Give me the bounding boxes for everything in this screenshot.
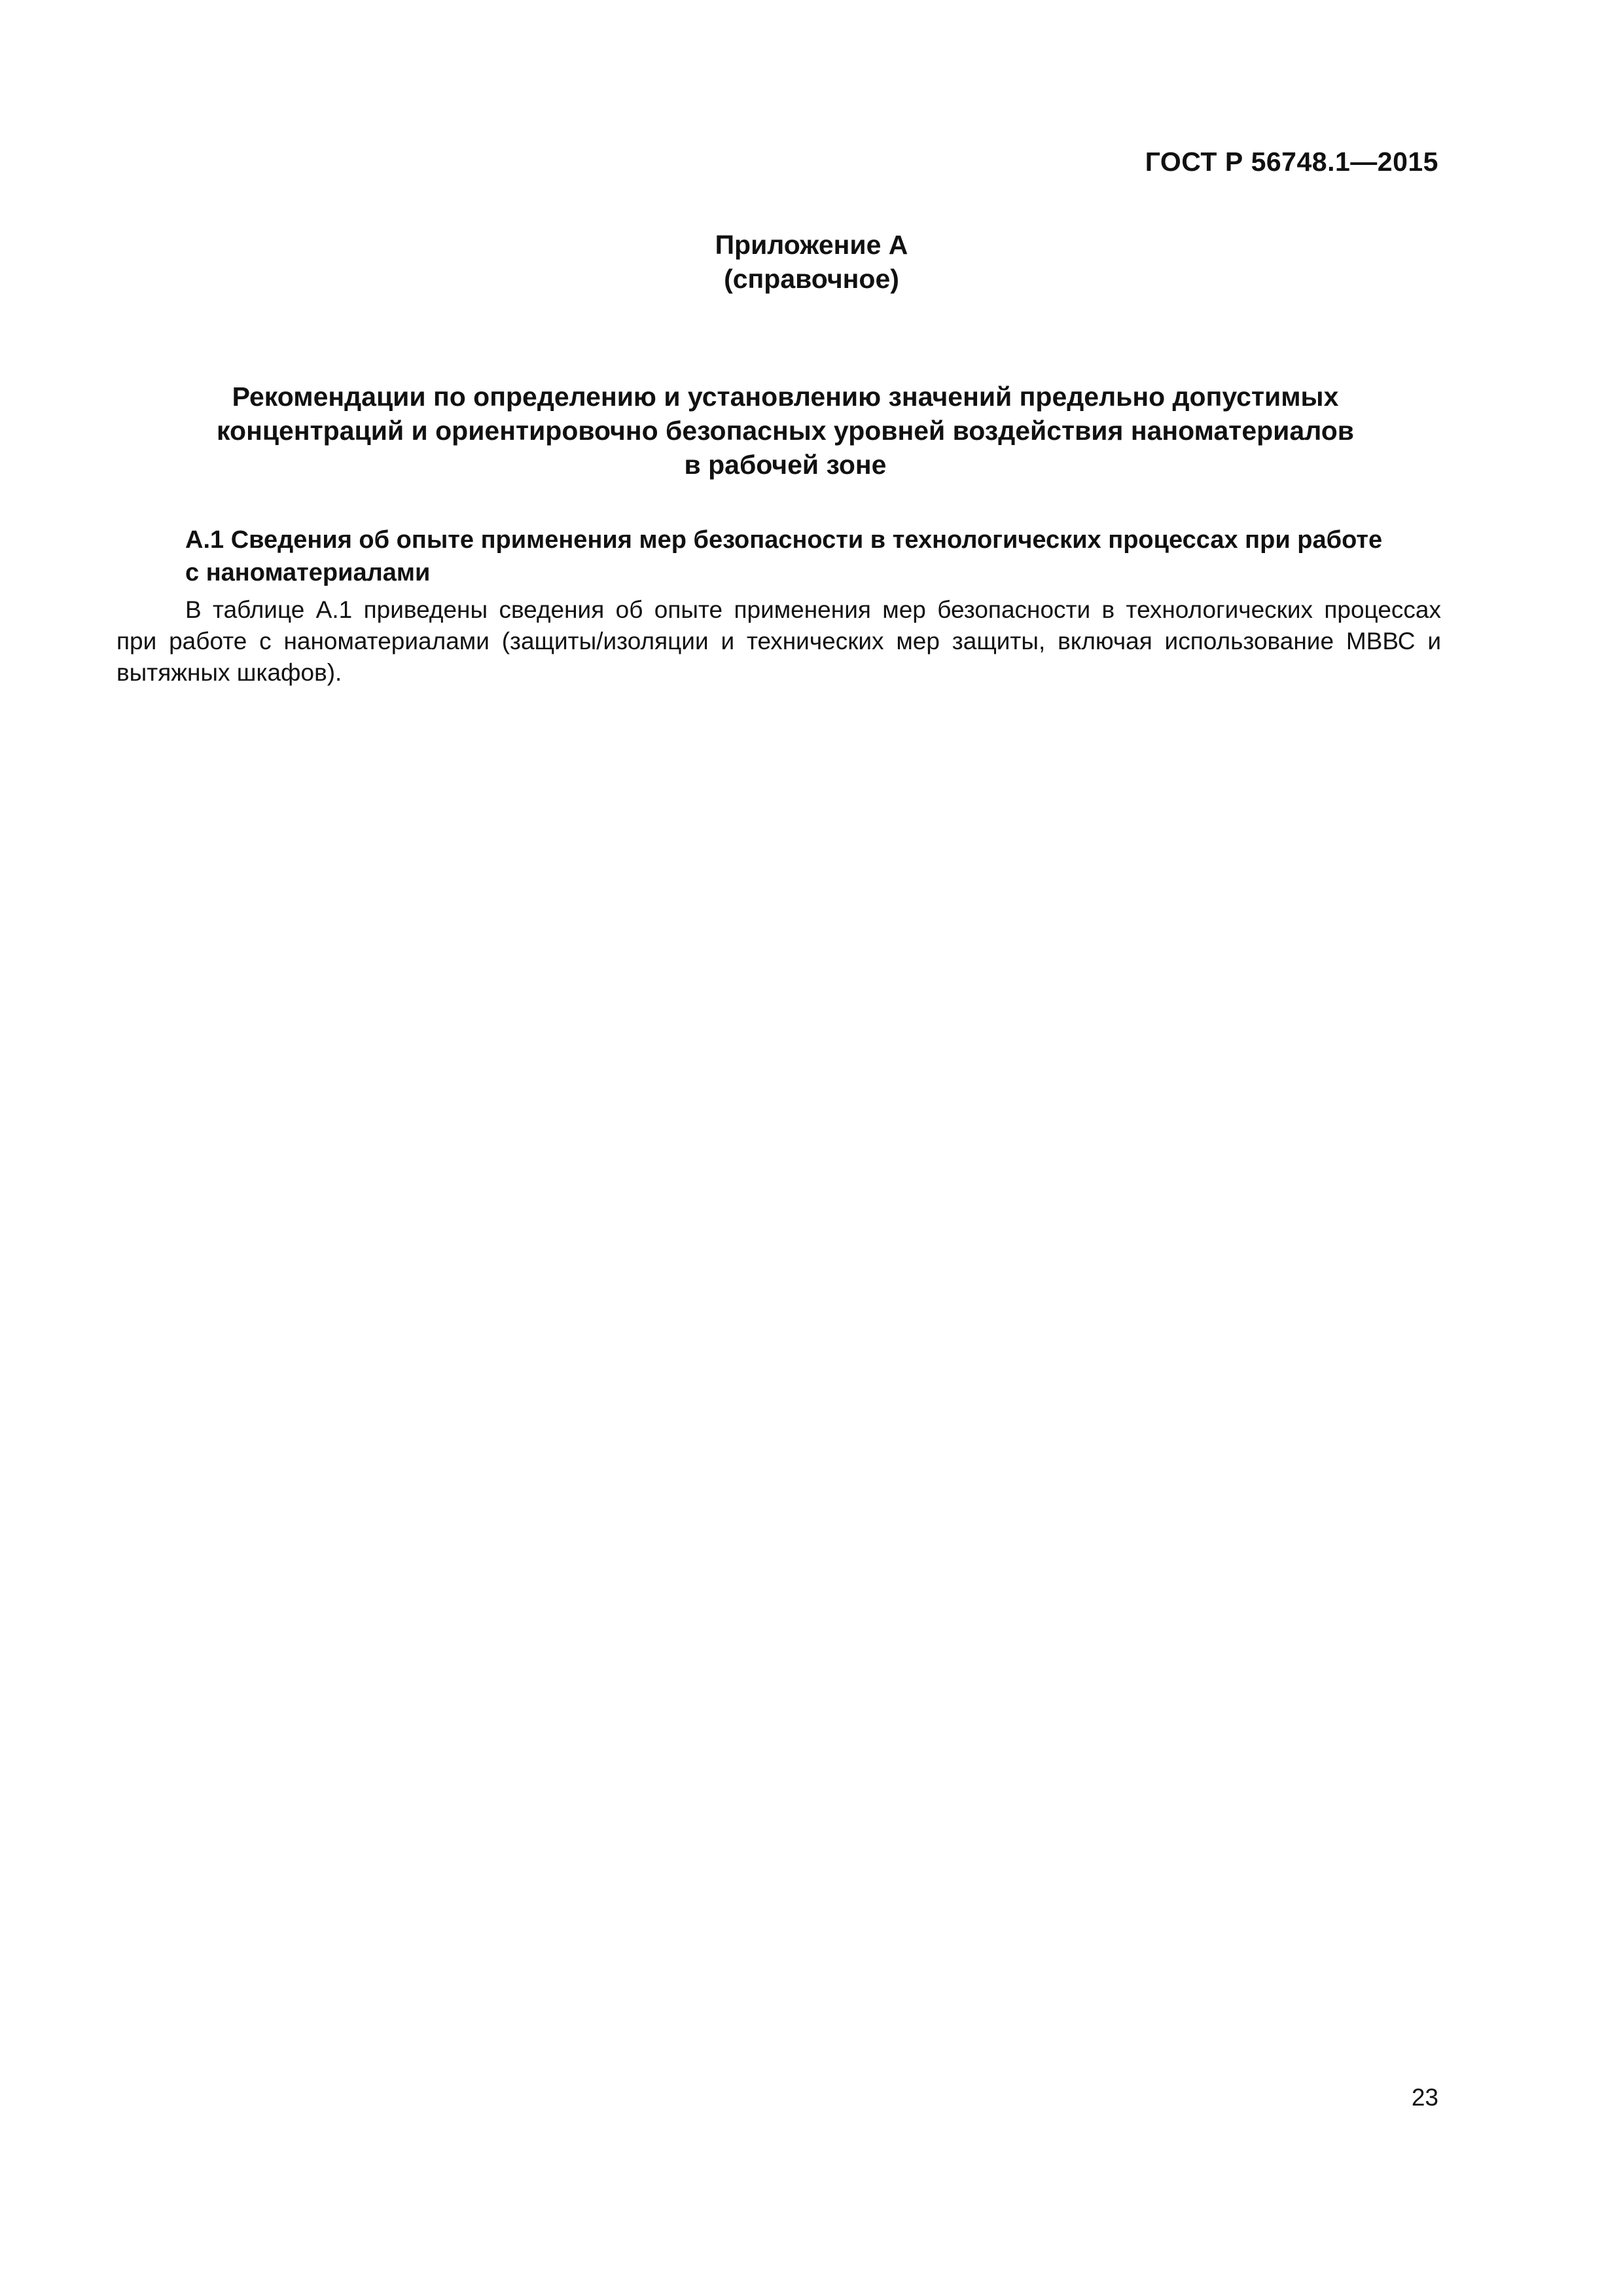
page-number: 23 xyxy=(1411,2084,1438,2111)
main-title-line: Рекомендации по определению и установлению значений предельно допустимых xyxy=(232,382,1339,412)
section-heading-line: А.1 Сведения об опыте применения мер безопасности в технологических процессах при работе xyxy=(185,526,1383,554)
standard-number: ГОСТ Р 56748.1—2015 xyxy=(1145,147,1438,177)
paragraph-line: вытяжных шкафов). xyxy=(116,659,342,686)
section-heading-line: с наноматериалами xyxy=(185,559,431,586)
appendix-status: (справочное) xyxy=(724,264,899,294)
main-title-line: в рабочей зоне xyxy=(684,450,887,480)
section-a1 xyxy=(116,524,1441,689)
section-paragraph xyxy=(116,594,1441,689)
appendix-heading xyxy=(0,228,1623,296)
paragraph-line: В таблице А.1 приведены сведения об опыте применения мер безопасности в технологических процессах xyxy=(185,596,1441,623)
paragraph-line: при работе с наноматериалами (защиты/изоляции и технических мер защиты, включая использование МВВС и xyxy=(116,628,1441,655)
main-title-line: концентраций и ориентировочно безопасных уровней воздействия наноматериалов xyxy=(217,416,1354,446)
appendix-title: Приложение А xyxy=(715,230,908,260)
main-title xyxy=(131,380,1440,482)
section-heading xyxy=(116,524,1441,589)
